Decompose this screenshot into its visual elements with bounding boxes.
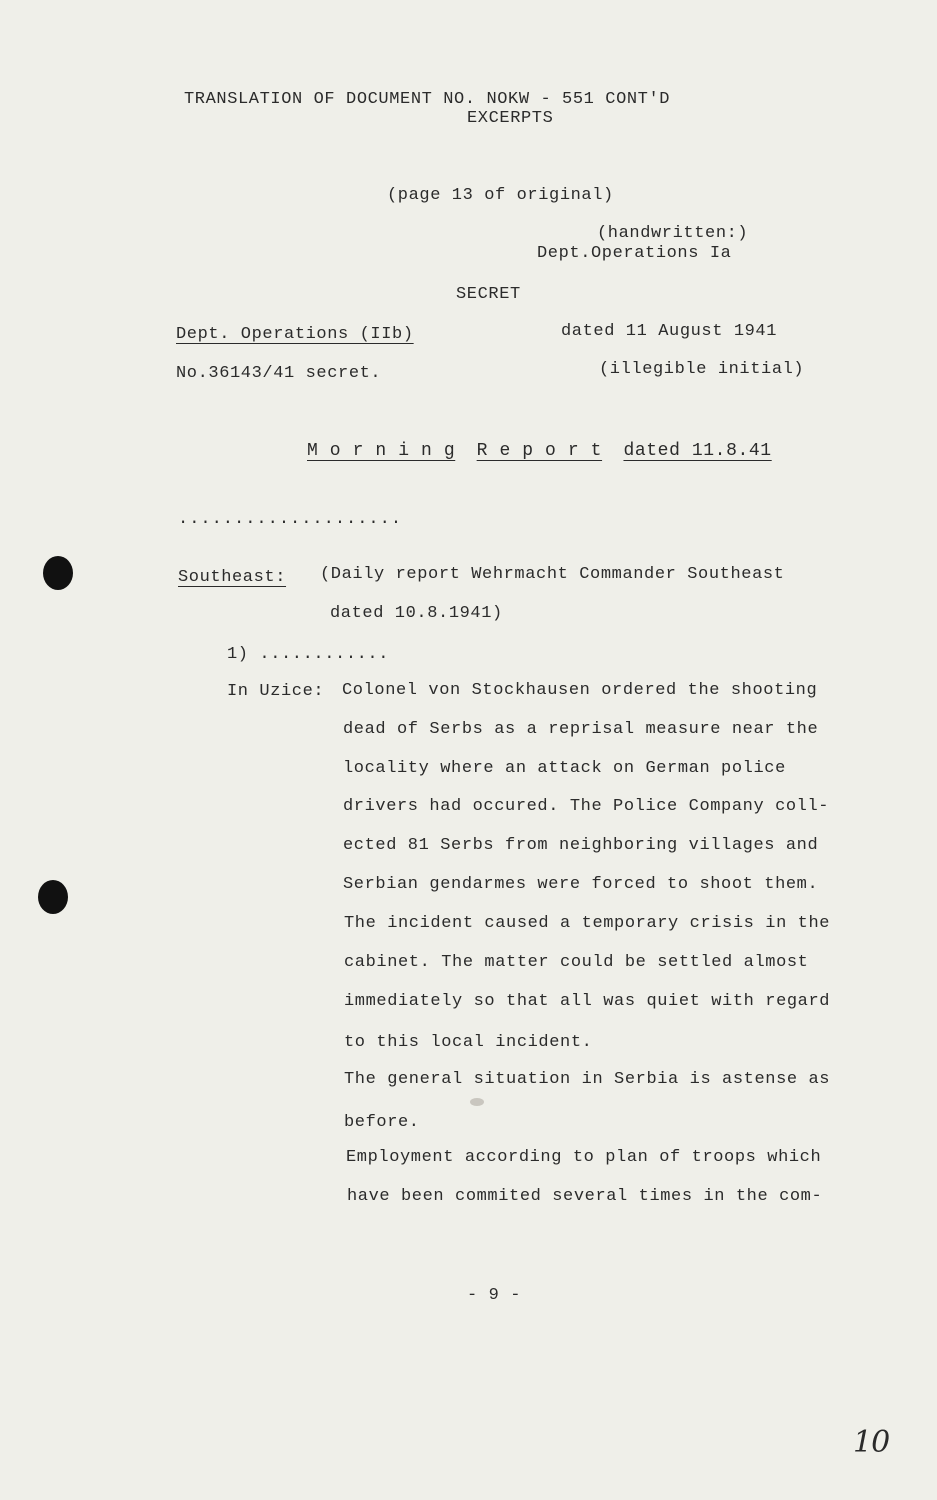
uzice-label: In Uzice: xyxy=(227,682,325,701)
punch-hole-bottom xyxy=(38,880,68,914)
body-line-4: drivers had occured. The Police Company coll- xyxy=(343,797,830,816)
item-1: 1) ............ xyxy=(227,645,390,664)
report-title-date: dated 11.8.41 xyxy=(623,441,772,461)
body-line-9: immediately so that all was quiet with regard xyxy=(344,992,831,1011)
body-line-13: Employment according to plan of troops which xyxy=(346,1148,822,1167)
body-line-5: ected 81 Serbs from neighboring villages and xyxy=(343,836,819,855)
handwritten-dept: Dept.Operations Ia xyxy=(537,244,732,263)
ink-smudge xyxy=(470,1098,484,1106)
page-reference: (page 13 of original) xyxy=(387,186,614,205)
body-line-3: locality where an attack on German police xyxy=(343,759,786,778)
report-title xyxy=(307,441,772,461)
ellipsis-row: .................... xyxy=(178,510,403,529)
body-line-7: The incident caused a temporary crisis in the xyxy=(344,914,831,933)
punch-hole-top xyxy=(43,556,73,590)
body-line-10: to this local incident. xyxy=(344,1033,593,1052)
report-title-report: R e p o r t xyxy=(476,441,603,461)
body-line-12: before. xyxy=(344,1113,420,1132)
date-line: dated 11 August 1941 xyxy=(561,322,778,341)
body-line-1: Colonel von Stockhausen ordered the shooting xyxy=(342,681,818,700)
southeast-description-line2: dated 10.8.1941) xyxy=(330,604,503,623)
southeast-description-line1: (Daily report Wehrmacht Commander Southeast xyxy=(320,565,785,584)
reference-number: No.36143/41 secret. xyxy=(176,364,382,383)
document-header-line1: TRANSLATION OF DOCUMENT NO. NOKW - 551 CONT'D xyxy=(184,90,671,109)
illegible-initial: (illegible initial) xyxy=(599,360,805,379)
body-line-6: Serbian gendarmes were forced to shoot them. xyxy=(343,875,819,894)
body-line-14: have been commited several times in the com- xyxy=(347,1187,823,1206)
southeast-label: Southeast: xyxy=(178,568,287,587)
handwritten-label: (handwritten:) xyxy=(597,224,749,243)
report-title-morning: M o r n i n g xyxy=(307,441,456,461)
classification-stamp: SECRET xyxy=(456,285,521,304)
body-line-11: The general situation in Serbia is astense as xyxy=(344,1070,831,1089)
handwritten-page-number: 10 xyxy=(853,1425,890,1460)
sender-dept: Dept. Operations (IIb) xyxy=(176,325,414,344)
body-line-8: cabinet. The matter could be settled almost xyxy=(344,953,809,972)
document-header-line2: EXCERPTS xyxy=(467,109,554,128)
body-line-2: dead of Serbs as a reprisal measure near the xyxy=(343,720,819,739)
page-number: - 9 - xyxy=(467,1286,522,1305)
